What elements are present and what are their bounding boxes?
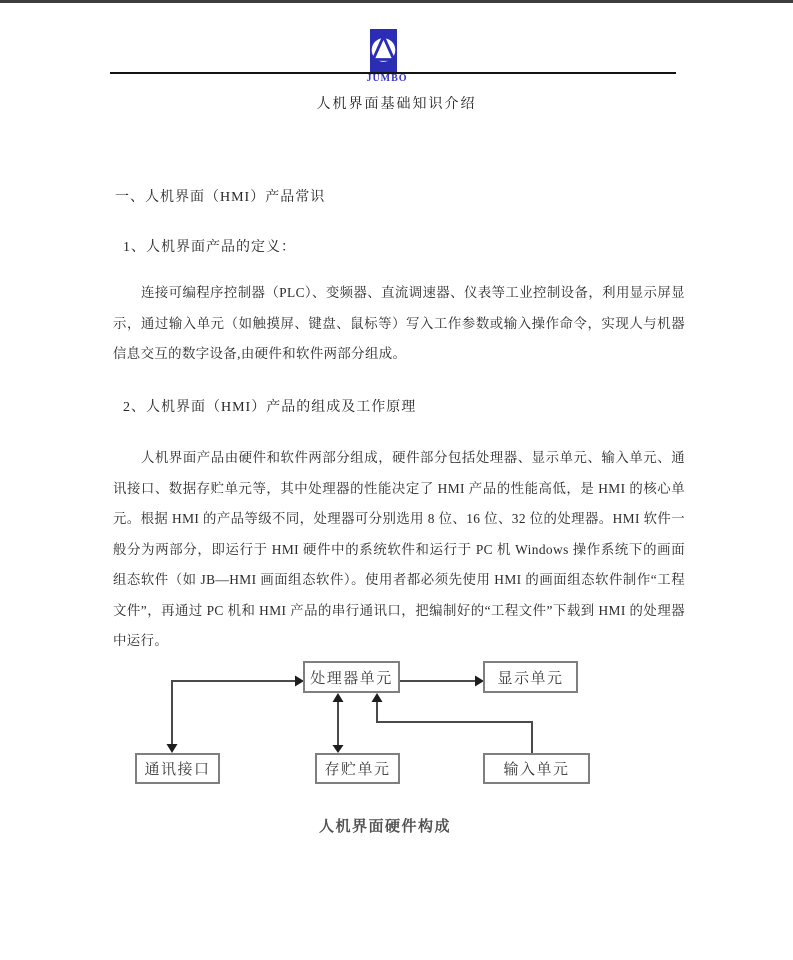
arrowhead-into-storage-top <box>333 745 344 753</box>
diagram-box-display <box>483 661 578 693</box>
document-title: 人机界面基础知识介绍 <box>316 97 477 112</box>
section-1-heading: 一、人机界面（HMI）产品常识 <box>115 190 326 205</box>
arrowhead-into-processor-bottom-right <box>372 693 383 702</box>
diagram-box-storage-label: 存贮单元 <box>324 761 391 778</box>
top-border-line <box>0 0 793 3</box>
subsection-2-heading: 2、人机界面（HMI）产品的组成及工作原理 <box>123 400 417 415</box>
arrowhead-into-comm-top <box>167 744 178 753</box>
diagram-box-storage <box>315 753 400 784</box>
composition-paragraph: 人机界面产品由硬件和软件两部分组成，硬件部分包括处理器、显示单元、输入单元、通讯接口、数据存贮单元等，其中处理器的性能决定了 HMI 产品的性能高低，是 HMI 的核心单元。根据 HMI 的产品等级不同，处理器可分别选用 8 位、16 位、32 位的处理器。HMI 软件一般分为两部分，即运行于 HMI 硬件中的系统软件和运行于 PC 机 Windows 操作系统下的画面组态软件（如 JB—HMI 画面组态软件）。使用者都必须先使用 HMI 的画面组态软件制作“工程文件”，再通过 PC 机和 HMI 产品的串行通讯口，把编制好的“工程文件”下载到 HMI 的处理器中运行。 <box>113 450 685 648</box>
brand-label: JUMBO <box>366 73 408 84</box>
diagram-box-processor <box>303 661 400 693</box>
arrowhead-into-processor-bottom-left <box>333 693 344 702</box>
subsection-1-heading: 1、人机界面产品的定义： <box>123 240 296 255</box>
diagram-caption: 人机界面硬件构成 <box>318 818 451 835</box>
diagram-box-comm <box>135 753 220 784</box>
diagram-box-input <box>483 753 590 784</box>
arrow-comm-processor <box>172 681 296 745</box>
jumbo-logo-icon <box>370 29 397 72</box>
diagram-box-input-label: 输入单元 <box>503 761 570 778</box>
definition-paragraph: 连接可编程序控制器（PLC）、变频器、直流调速器、仪表等工业控制设备，利用显示屏显示，通过输入单元（如触摸屏、键盘、鼠标等）写入工作参数或输入操作命令，实现人与机器信息交互的数字设备,由硬件和软件两部分组成。 <box>113 285 685 361</box>
diagram-box-display-label: 显示单元 <box>497 669 564 687</box>
diagram-box-comm-label: 通讯接口 <box>144 761 211 778</box>
diagram-box-processor-label: 处理器单元 <box>310 669 393 687</box>
arrow-input-processor <box>377 702 532 753</box>
